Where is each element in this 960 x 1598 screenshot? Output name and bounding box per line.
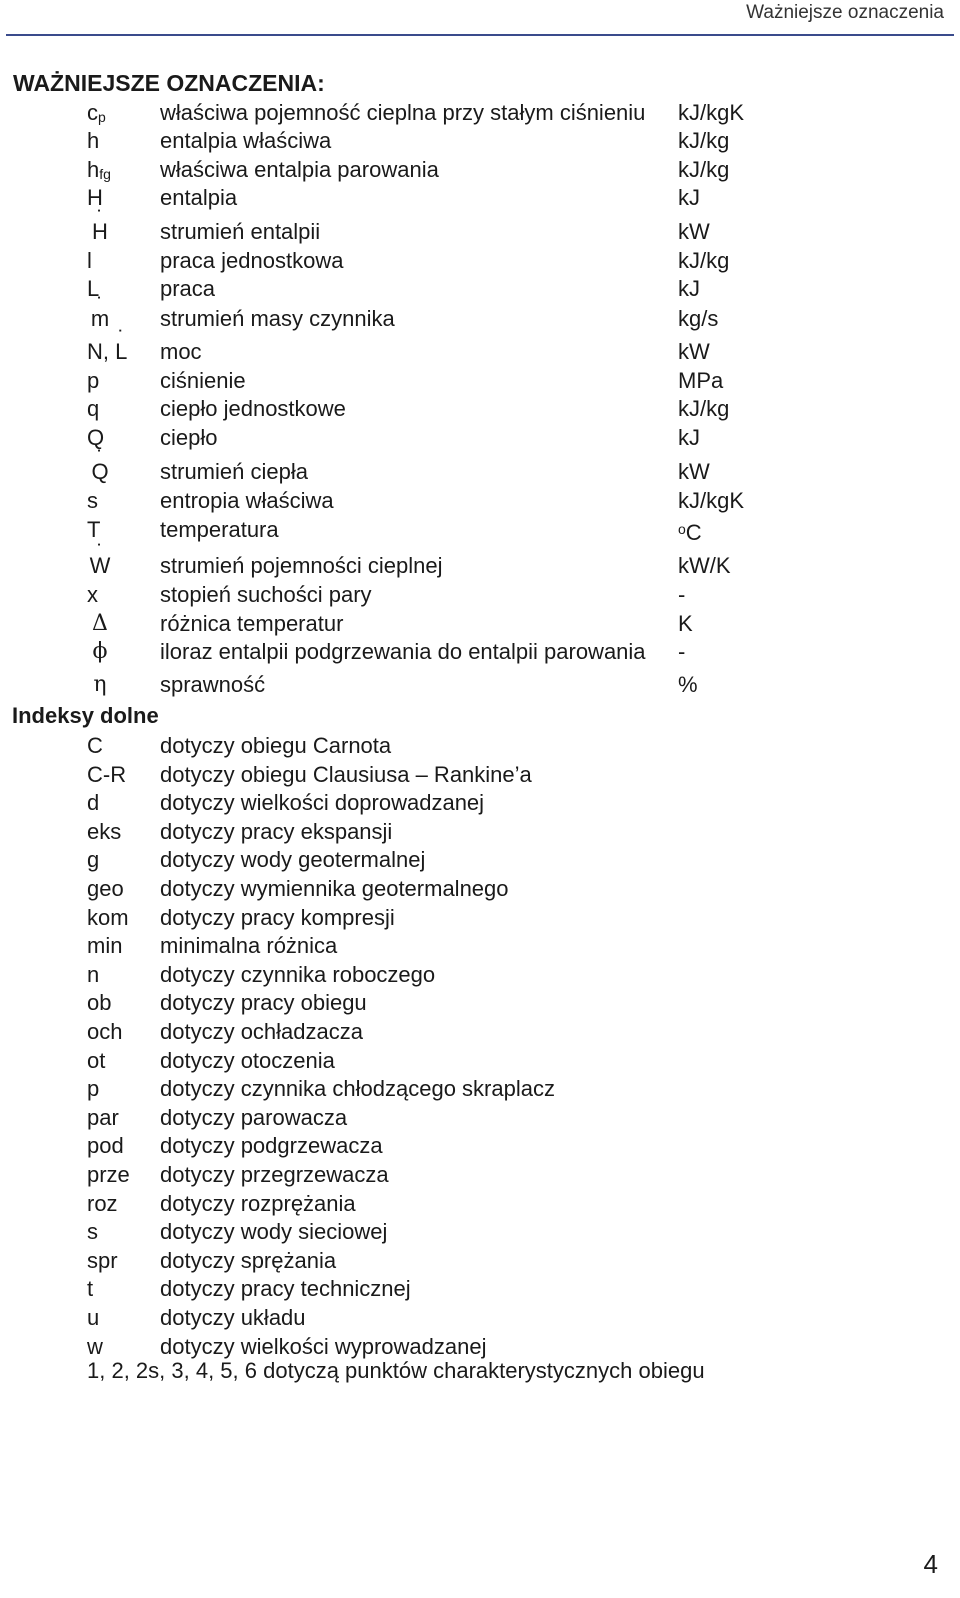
symbol-subscript: p [98,109,106,125]
symbol-row [0,183,960,212]
subscript-row [0,788,960,817]
subscript-row [0,1103,960,1132]
symbol: N, ˙ L [87,337,157,366]
symbol-unit: kJ/kg [678,157,730,182]
subscript-description: dotyczy obiegu Clausiusa – Rankine’a [160,761,532,787]
symbol-row [0,551,960,580]
subscripts-heading: Indeksy dolne [12,703,159,728]
symbol: ϕ [92,639,108,664]
subscript-row [0,1246,960,1275]
subscript-row [0,1017,960,1046]
symbol-description: strumień ciepła [160,459,308,484]
subscript-symbol: s [87,1219,98,1245]
symbol-dotted: ˙ L [115,337,127,366]
symbol-description: temperatura [160,517,279,542]
symbol-unit: kJ/kg [678,248,730,273]
symbol-description: strumień entalpii [160,219,321,244]
symbol: T [87,517,101,542]
symbol-unit: kW [678,219,710,244]
subscript-description: minimalna różnica [160,933,338,959]
symbol: Δ [92,611,108,636]
symbol-unit: MPa [678,368,724,393]
symbol-description: właściwa entalpia parowania [160,157,439,182]
unit-superscript: o [678,521,686,537]
symbol-unit: % [678,672,698,697]
subscript-row [0,817,960,846]
symbol: Q [87,425,105,450]
symbol: x [87,582,98,607]
symbol: h [87,128,100,153]
symbol-unit: - [678,582,686,607]
subscript-row [0,1332,960,1361]
symbol-row [0,515,960,544]
subscript-description: dotyczy czynnika roboczego [160,961,436,987]
subscript-description: dotyczy pracy obiegu [160,990,367,1016]
subscript-description: dotyczy otoczenia [160,1047,335,1073]
subscript-symbol: kom [87,904,129,930]
symbol [80,551,120,580]
symbol-unit: kW/K [678,553,731,578]
subscript-description: dotyczy pracy ekspansji [160,818,393,844]
symbol [80,304,120,333]
symbol-row [0,98,960,127]
symbol-unit: $^o$C [678,520,702,545]
symbol-row [0,126,960,155]
symbol-dotted: ˙ m [91,304,109,333]
symbol-row [0,670,960,699]
symbol: s [87,488,98,513]
subscript-row [0,1189,960,1218]
subscript-symbol: C [87,733,103,758]
symbol-description: sprawność [160,672,266,697]
symbol-row [0,274,960,303]
symbol-description: ciepło [160,425,218,450]
symbol-description: entalpia [160,185,238,210]
subscript-description: dotyczy podgrzewacza [160,1133,383,1159]
subscript-symbol: par [87,1104,119,1130]
symbol-description: ciepło jednostkowe [160,396,346,421]
subscript-row [0,1217,960,1246]
subscript-row [0,1160,960,1189]
footnote: 1, 2, 2s, 3, 4, 5, 6 dotyczą punktów charakterystycznych obiegu [87,1358,705,1383]
subscript-row [0,1303,960,1332]
subscript-row [0,1274,960,1303]
symbol-row [0,366,960,395]
subscript-symbol: prze [87,1162,130,1187]
subscript-symbol: u [87,1305,100,1330]
symbol-description: praca jednostkowa [160,248,344,273]
symbol-description: stopień suchości pary [160,582,372,607]
symbol-description: ciśnienie [160,368,246,393]
subscript-description: dotyczy wody geotermalnej [160,847,426,873]
subscript-symbol: p [87,1076,100,1102]
symbol-dotted: ˙ H [92,217,108,246]
symbol: q [87,396,100,421]
symbol-description: praca [160,276,216,301]
subscript-row [0,731,960,760]
subscript-row [0,1131,960,1160]
subscript-symbol: och [87,1019,123,1044]
symbol: $h_{fg}$ [87,157,111,182]
page-number: 4 [923,1549,938,1579]
symbol-row [0,423,960,452]
symbol-description: właściwa pojemność cieplna przy stałym ciśnieniu [160,100,646,125]
subscript-description: dotyczy obiegu Carnota [160,733,392,758]
symbol-row [0,246,960,275]
symbol-row [0,304,960,333]
subscript-description: dotyczy wody sieciowej [160,1219,388,1245]
subscript-description: dotyczy wielkości wyprowadzanej [160,1333,487,1359]
subscript-description: dotyczy parowacza [160,1104,348,1130]
symbol [80,457,120,486]
symbol-unit: kJ/kg [678,396,730,421]
subscript-symbol: n [87,961,100,987]
subscript-symbol: geo [87,876,124,901]
subscript-description: dotyczy pracy technicznej [160,1276,411,1302]
subscript-row [0,874,960,903]
subscript-symbol: d [87,790,100,816]
symbol-unit: kJ/kg [678,128,730,153]
symbol [80,217,120,246]
symbol-unit: kJ [678,276,700,301]
symbol-description: różnica temperatur [160,611,344,636]
symbol-unit: kW [678,459,710,484]
subscript-description: dotyczy sprężania [160,1247,337,1273]
symbol-description: entropia właściwa [160,488,334,513]
subscript-symbol: g [87,847,100,873]
symbol-row [0,609,960,638]
subscript-row [0,760,960,789]
symbol-row [0,155,960,184]
symbol-row [0,337,960,366]
subscript-symbol: roz [87,1190,118,1216]
symbol-unit: kJ/kgK [678,488,745,513]
subscript-description: dotyczy pracy kompresji [160,904,395,930]
subscript-description: dotyczy wymiennika geotermalnego [160,876,509,901]
symbol-row [0,486,960,515]
symbol-unit: kg/s [678,306,719,331]
subscript-symbol: w [87,1333,103,1359]
symbol-row [0,394,960,423]
subscript-symbol: spr [87,1247,118,1273]
subscript-description: dotyczy rozprężania [160,1190,356,1216]
symbol-description: strumień pojemności cieplnej [160,553,443,578]
subscript-description: dotyczy przegrzewacza [160,1162,389,1187]
symbol-unit: - [678,639,686,664]
symbol-description: iloraz entalpii podgrzewania do entalpii parowania [160,639,646,664]
running-header: Ważniejsze oznaczenia [746,2,944,23]
subscript-row [0,931,960,960]
symbol: η [93,672,107,697]
symbol-unit: kJ [678,425,700,450]
symbol-row [0,457,960,486]
symbol-unit: kJ [678,185,700,210]
section-title: WAŻNIEJSZE OZNACZENIA: [13,70,325,96]
subscript-row [0,1074,960,1103]
symbol-dotted: ˙ W [90,551,111,580]
subscript-row [0,988,960,1017]
symbol-row [0,217,960,246]
subscript-symbol: C-R [87,761,127,787]
symbol-row [0,580,960,609]
symbol: l [87,248,92,273]
subscript-description: dotyczy ochładzacza [160,1019,363,1044]
symbol-unit: kJ/kgK [678,100,745,125]
subscript-symbol: min [87,933,123,959]
symbol-description: strumień masy czynnika [160,306,395,331]
symbol-description: moc [160,339,202,364]
subscript-symbol: ob [87,990,112,1016]
symbol-subscript: fg [99,166,111,182]
symbol: p [87,368,100,393]
subscript-description: dotyczy czynnika chłodzącego skraplacz [160,1076,555,1102]
subscript-row [0,845,960,874]
symbol-unit: K [678,611,693,636]
subscript-symbol: t [87,1276,94,1302]
subscript-row [0,903,960,932]
symbol-unit: kW [678,339,710,364]
symbol: L [87,276,100,301]
symbol-dotted: ˙ Q [91,457,108,486]
header-rule [6,34,954,36]
subscript-symbol: ot [87,1047,106,1073]
subscript-row [0,960,960,989]
symbol: $c_p$ [87,100,106,125]
subscript-description: dotyczy wielkości doprowadzanej [160,790,485,816]
subscript-symbol: eks [87,818,122,844]
subscript-row [0,1046,960,1075]
subscript-description: dotyczy układu [160,1305,306,1330]
subscript-symbol: pod [87,1133,124,1159]
symbol: H [87,185,103,210]
symbol-row [0,637,960,666]
symbol-description: entalpia właściwa [160,128,332,153]
